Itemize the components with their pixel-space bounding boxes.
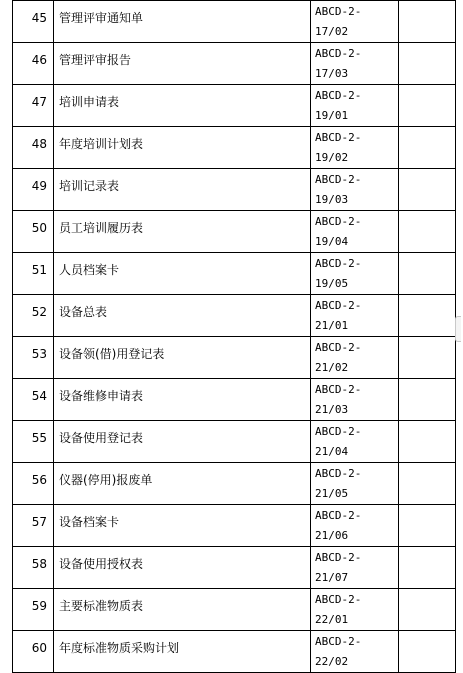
form-code [311, 43, 399, 85]
form-code-line-1: ABCD-2- [315, 299, 362, 312]
form-code-line-2: 19/04 [315, 235, 349, 248]
table-row [13, 253, 456, 295]
form-code-line-1: ABCD-2- [315, 593, 362, 606]
table-row [13, 421, 456, 463]
remarks-cell [399, 379, 456, 421]
form-name: 设备总表 [54, 295, 311, 337]
form-code-line-2: 21/03 [315, 403, 349, 416]
remarks-cell [399, 43, 456, 85]
form-code [311, 505, 399, 547]
form-code-line-1: ABCD-2- [315, 47, 362, 60]
form-code-line-2: 22/02 [315, 655, 349, 668]
remarks-cell [399, 463, 456, 505]
form-name: 人员档案卡 [54, 253, 311, 295]
form-code [311, 127, 399, 169]
form-code [311, 589, 399, 631]
remarks-cell [399, 337, 456, 379]
table-row [13, 211, 456, 253]
row-number: 45 [13, 1, 54, 43]
row-number: 49 [13, 169, 54, 211]
remarks-cell [399, 85, 456, 127]
form-code-line-2: 19/02 [315, 151, 349, 164]
row-number: 54 [13, 379, 54, 421]
form-code-line-2: 19/01 [315, 109, 349, 122]
form-code-line-2: 21/07 [315, 571, 349, 584]
table-row [13, 43, 456, 85]
table-row [13, 295, 456, 337]
form-code [311, 631, 399, 673]
form-name: 年度标准物质采购计划 [54, 631, 311, 673]
form-code-line-1: ABCD-2- [315, 131, 362, 144]
remarks-cell [399, 589, 456, 631]
remarks-cell [399, 1, 456, 43]
form-name: 培训申请表 [54, 85, 311, 127]
table-row [13, 127, 456, 169]
row-number: 56 [13, 463, 54, 505]
table-row [13, 547, 456, 589]
form-code-line-1: ABCD-2- [315, 5, 362, 18]
form-code-line-2: 21/01 [315, 319, 349, 332]
form-code-line-1: ABCD-2- [315, 89, 362, 102]
remarks-cell [399, 253, 456, 295]
table-row [13, 631, 456, 673]
record-form-table-body [13, 1, 456, 673]
row-number: 48 [13, 127, 54, 169]
form-name: 管理评审通知单 [54, 1, 311, 43]
form-code-line-1: ABCD-2- [315, 215, 362, 228]
row-number: 57 [13, 505, 54, 547]
table-row [13, 505, 456, 547]
form-code [311, 211, 399, 253]
form-name: 设备维修申请表 [54, 379, 311, 421]
row-number: 60 [13, 631, 54, 673]
table-row [13, 589, 456, 631]
form-code-line-2: 17/03 [315, 67, 349, 80]
form-code-line-1: ABCD-2- [315, 425, 362, 438]
record-form-table [12, 0, 456, 673]
form-code-line-2: 22/01 [315, 613, 349, 626]
form-code [311, 253, 399, 295]
remarks-cell [399, 295, 456, 337]
form-name: 员工培训履历表 [54, 211, 311, 253]
remarks-cell [399, 547, 456, 589]
table-row [13, 463, 456, 505]
form-code-line-1: ABCD-2- [315, 467, 362, 480]
table-row [13, 85, 456, 127]
form-code [311, 295, 399, 337]
remarks-cell [399, 505, 456, 547]
form-code-line-2: 21/05 [315, 487, 349, 500]
row-number: 59 [13, 589, 54, 631]
remarks-cell [399, 421, 456, 463]
row-number: 51 [13, 253, 54, 295]
form-name: 年度培训计划表 [54, 127, 311, 169]
form-code-line-1: ABCD-2- [315, 257, 362, 270]
scroll-handle[interactable] [455, 316, 461, 342]
form-code-line-1: ABCD-2- [315, 551, 362, 564]
form-code-line-2: 19/03 [315, 193, 349, 206]
form-code-line-2: 17/02 [315, 25, 349, 38]
form-name: 设备档案卡 [54, 505, 311, 547]
form-code [311, 547, 399, 589]
form-code-line-1: ABCD-2- [315, 341, 362, 354]
row-number: 47 [13, 85, 54, 127]
form-name: 培训记录表 [54, 169, 311, 211]
table-row [13, 337, 456, 379]
form-name: 仪器(停用)报废单 [54, 463, 311, 505]
document-table-container [12, 0, 455, 673]
form-code-line-1: ABCD-2- [315, 635, 362, 648]
form-code [311, 1, 399, 43]
row-number: 46 [13, 43, 54, 85]
remarks-cell [399, 631, 456, 673]
form-code-line-1: ABCD-2- [315, 509, 362, 522]
table-row [13, 1, 456, 43]
form-code [311, 463, 399, 505]
form-code [311, 85, 399, 127]
form-code-line-1: ABCD-2- [315, 173, 362, 186]
row-number: 58 [13, 547, 54, 589]
form-code [311, 169, 399, 211]
remarks-cell [399, 211, 456, 253]
remarks-cell [399, 169, 456, 211]
form-code [311, 421, 399, 463]
remarks-cell [399, 127, 456, 169]
form-code [311, 337, 399, 379]
form-name: 主要标准物质表 [54, 589, 311, 631]
form-code-line-2: 21/02 [315, 361, 349, 374]
table-row [13, 169, 456, 211]
form-name: 设备领(借)用登记表 [54, 337, 311, 379]
row-number: 52 [13, 295, 54, 337]
form-name: 设备使用登记表 [54, 421, 311, 463]
form-code-line-2: 19/05 [315, 277, 349, 290]
form-code-line-2: 21/04 [315, 445, 349, 458]
form-name: 管理评审报告 [54, 43, 311, 85]
form-code [311, 379, 399, 421]
form-code-line-2: 21/06 [315, 529, 349, 542]
form-code-line-1: ABCD-2- [315, 383, 362, 396]
row-number: 53 [13, 337, 54, 379]
row-number: 55 [13, 421, 54, 463]
row-number: 50 [13, 211, 54, 253]
table-row [13, 379, 456, 421]
form-name: 设备使用授权表 [54, 547, 311, 589]
